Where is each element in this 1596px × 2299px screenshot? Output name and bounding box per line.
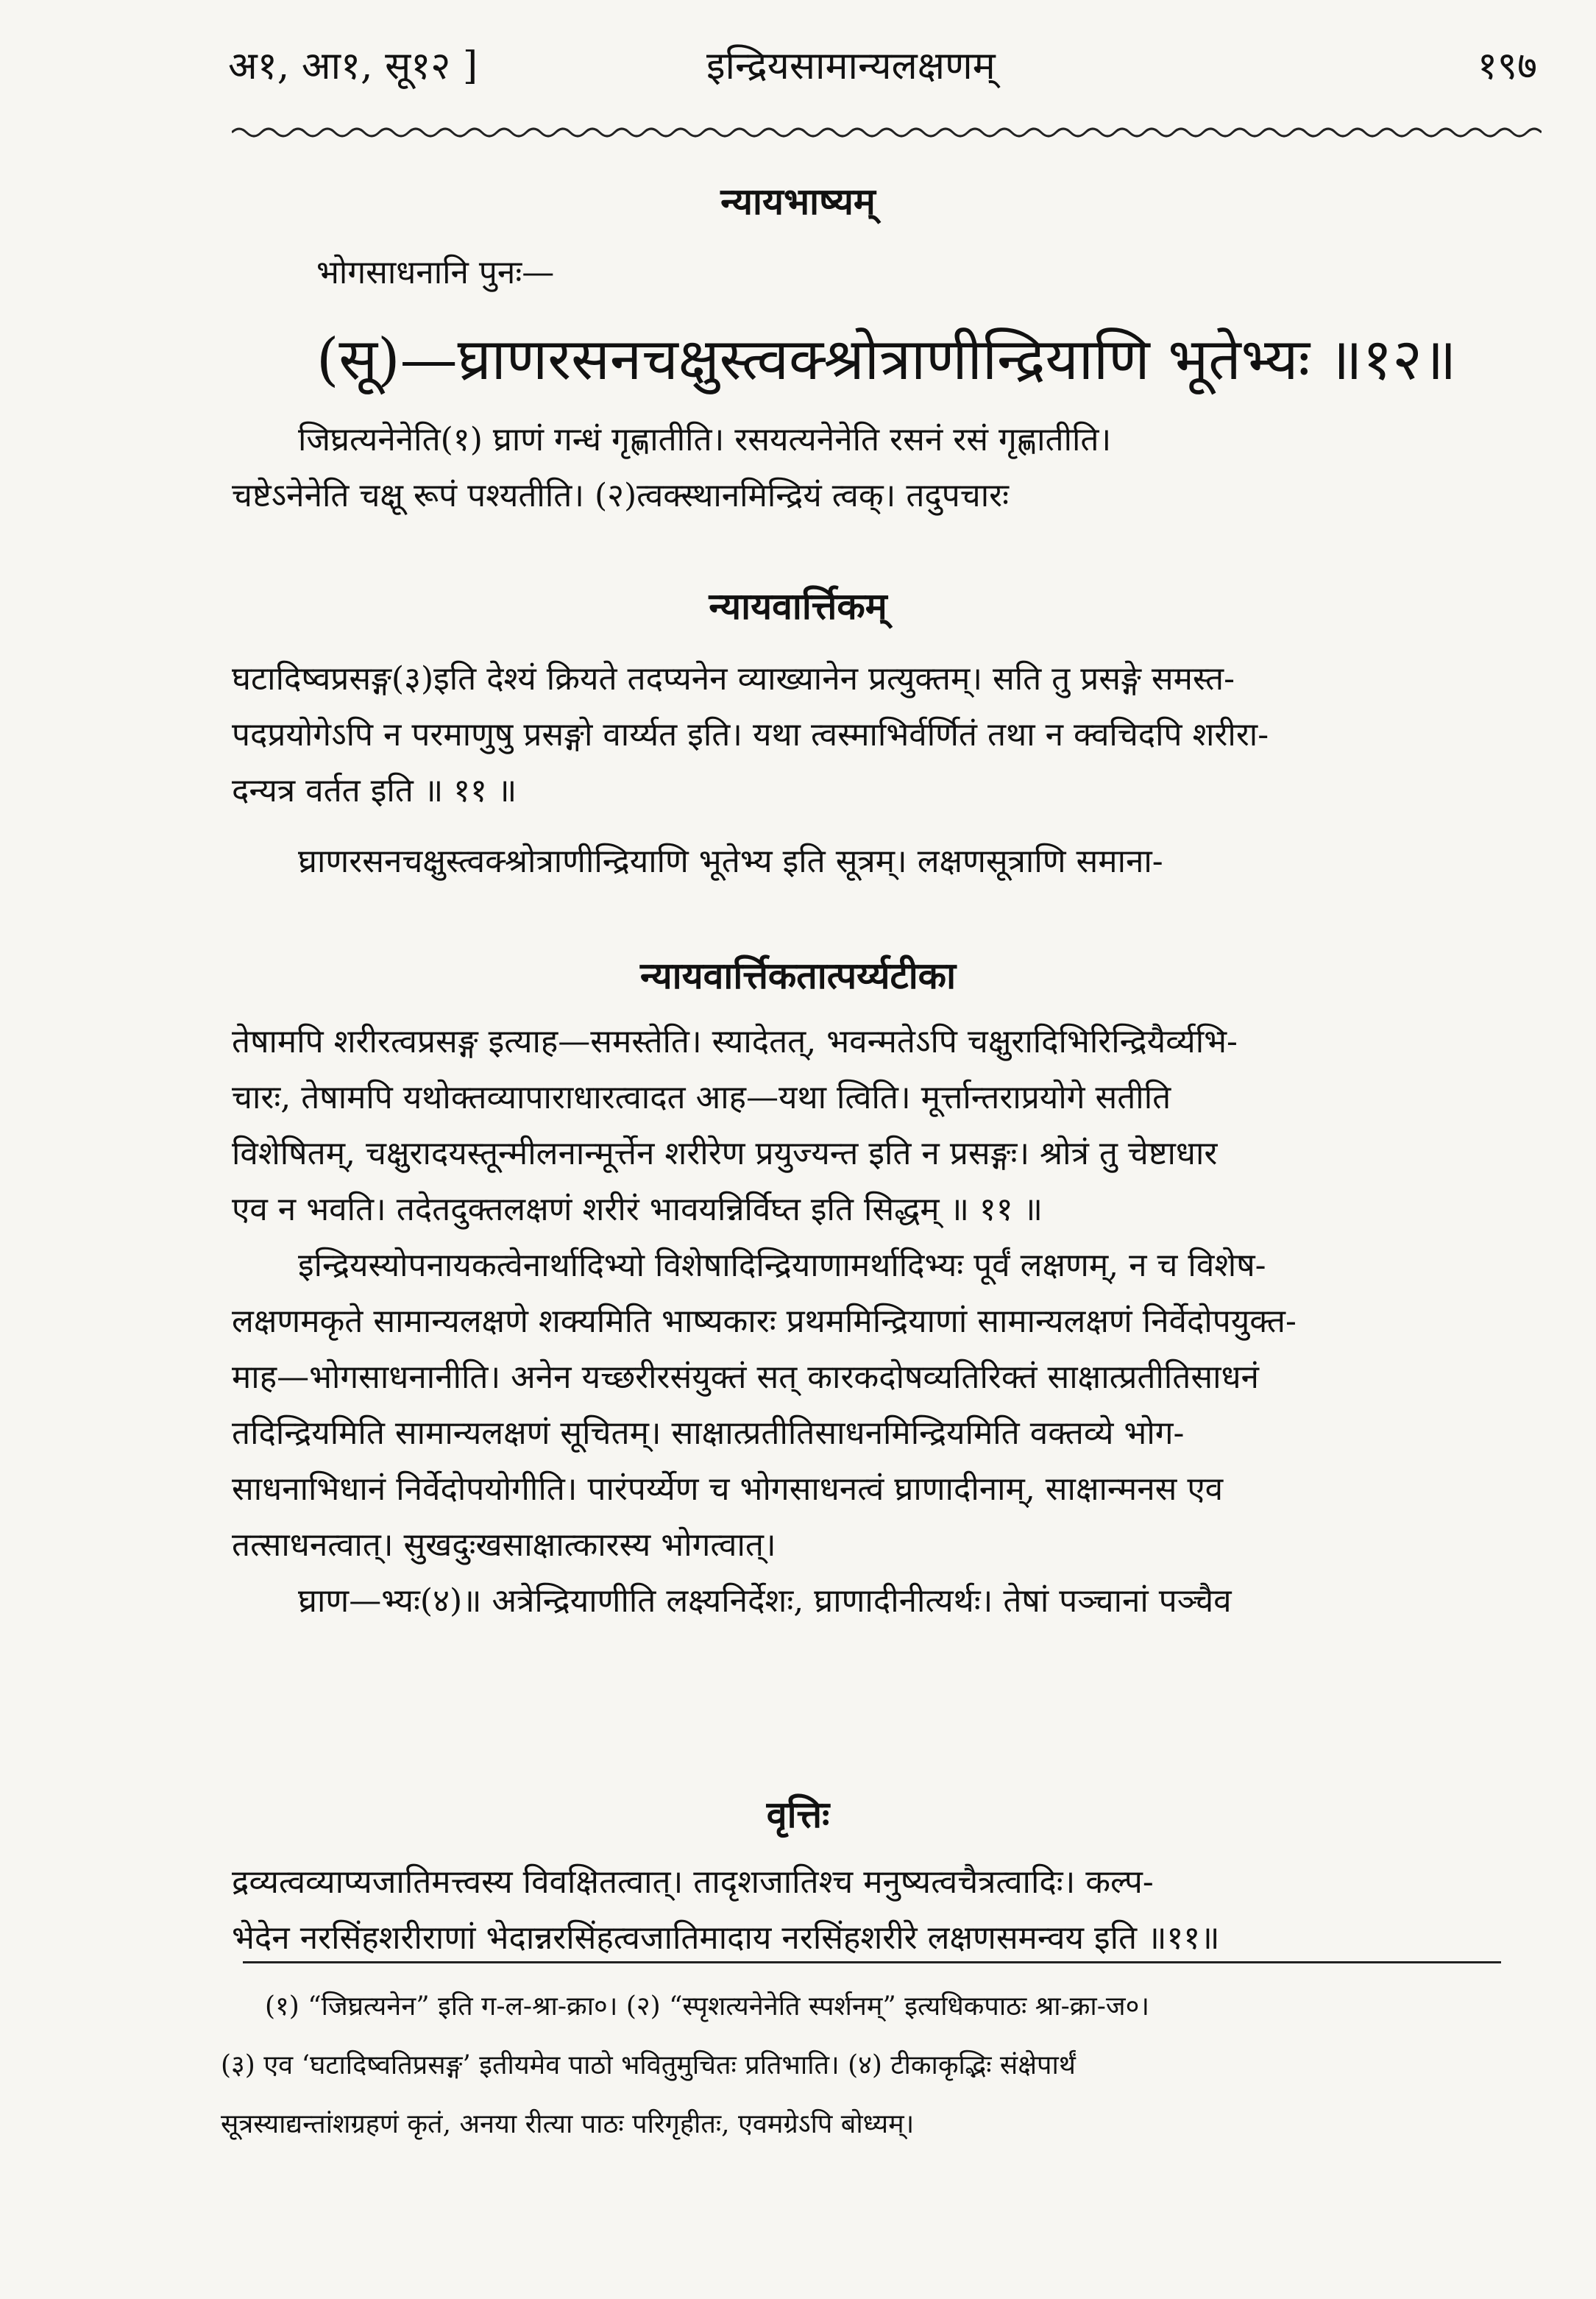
heading-tatparyatika: न्यायवार्त्तिकतात्पर्य्यटीका (639, 954, 957, 997)
tika-line: तदिन्द्रियमिति सामान्यलक्षणं सूचितम्। साक्षात्प्रतीतिसाधनमिन्द्रियमिति वक्तव्ये भोग- (232, 1414, 1185, 1452)
running-title: इन्द्रियसामान्यलक्षणम् (706, 44, 996, 88)
tika-line: साधनाभिधानं निर्वेदोपयोगीति। पारंपर्य्येण च भोगसाधनत्वं घ्राणादीनाम्, साक्षान्मनस एव (232, 1470, 1224, 1508)
varttika-line: पदप्रयोगेऽपि न परमाणुषु प्रसङ्गो वार्य्यत इति। यथा त्वस्माभिर्वर्णितं तथा न क्वचिदपि शरीरा- (232, 716, 1269, 754)
bhashya-line: जिघ्रत्यनेनेति(१) घ्राणं गन्धं गृह्णातीति। रसयत्यनेनेति रसनं रसं गृह्णातीति। (298, 421, 1112, 458)
page-number: १९७ (1477, 44, 1537, 88)
tika-line: तेषामपि शरीरत्वप्रसङ्ग इत्याह—समस्तेति। स्यादेतत्, भवन्मतेऽपि चक्षुरादिभिरिन्द्रियैर्व्यभि- (232, 1023, 1238, 1060)
tika-line: घ्राण—भ्यः(४)॥ अत्रेन्द्रियाणीति लक्ष्यनिर्देशः, घ्राणादीनीत्यर्थः। तेषां पञ्चानां पञ्चैव (298, 1582, 1232, 1620)
vritti-line: भेदेन नरसिंहशरीराणां भेदान्नरसिंहत्वजातिमादाय नरसिंहशरीरे लक्षणसमन्वय इति ॥११॥ (232, 1919, 1220, 1957)
tika-text (232, 1014, 1512, 1629)
running-header (228, 38, 1537, 104)
sutra-text: (सू)—घ्राणरसनचक्षुस्त्वक्श्रोत्राणीन्द्रियाणि भूतेभ्यः ॥१२॥ (316, 327, 1457, 393)
footnote-line: (१) “जिघ्रत्यनेन” इति ग-ल-श्रा-क्रा०। (२) “स्पृशत्यनेनेति स्पर्शनम्” इत्यधिकपाठः श्रा-क्रा-ज०। (265, 1991, 1149, 2022)
vritti-text (232, 1855, 1512, 1966)
tika-line: लक्षणमकृते सामान्यलक्षणे शक्यमिति भाष्यकारः प्रथममिन्द्रियाणां सामान्यलक्षणं निर्वेदोपयुक्त- (232, 1303, 1297, 1340)
bhashya-intro: भोगसाधनानि पुनः— (316, 254, 555, 291)
tika-line: एव न भवति। तदेतदुक्तलक्षणं शरीरं भावयन्निर्विघ्त इति सिद्धम् ॥ ११ ॥ (232, 1191, 1043, 1228)
varttika-line: दन्यत्र वर्तत इति ॥ ११ ॥ (232, 772, 517, 810)
tika-line: माह—भोगसाधनानीति। अनेन यच्छरीरसंयुक्तं सत् कारकदोषव्यतिरिक्तं साक्षात्प्रतीतिसाधनं (232, 1358, 1259, 1396)
footnote-line: सूत्रस्याद्यन्तांशग्रहणं कृतं, अनया रीत्या पाठः परिगृहीतः, एवमग्रेऽपि बोध्यम्। (221, 2109, 915, 2139)
heading-vritti: वृत्तिः (766, 1793, 830, 1836)
footnote-line: (३) एव ‘घटादिष्वतिप्रसङ्ग’ इतीयमेव पाठो भवितुमुचितः प्रतिभाति। (४) टीकाकृद्भिः संक्षेपार्थं (221, 2050, 1076, 2080)
tika-line: विशेषितम्, चक्षुरादयस्तून्मीलनान्मूर्त्तेन शरीरेण प्रयुज्यन्त इति न प्रसङ्गः। श्रोत्रं तु चेष्टाधार (232, 1135, 1218, 1172)
footnote-rule (243, 1961, 1501, 1963)
tika-line: तत्साधनत्वात्। सुखदुःखसाक्षात्कारस्य भोगत्वात्। (232, 1526, 776, 1564)
tika-line: चारः, तेषामपि यथोक्तव्यापाराधारत्वादत आह—यथा त्विति। मूर्त्तान्तराप्रयोगे सतीति (232, 1079, 1171, 1116)
heading-nyayabhashyam: न्यायभाष्यम् (720, 180, 876, 223)
heading-nyayavarttikam: न्यायवार्त्तिकम् (709, 584, 887, 628)
varttika-line: घ्राणरसनचक्षुस्त्वक्श्रोत्राणीन्द्रियाणि भूतेभ्य इति सूत्रम्। लक्षणसूत्राणि समाना- (298, 843, 1163, 880)
bhashya-commentary (232, 412, 1512, 524)
bhashya-line: चष्टेऽनेनेति चक्षू रूपं पश्यतीति। (२)त्वक्स्थानमिन्द्रियं त्वक्। तदुपचारः (232, 477, 1009, 514)
tika-line: इन्द्रियस्योपनायकत्वेनार्थादिभ्यो विशेषादिन्द्रियाणामर्थादिभ्यः पूर्वं लक्षणम्, न च विशेष- (298, 1247, 1266, 1284)
wavy-header-rule (232, 124, 1542, 141)
section-reference: अ१, आ१, सू१२ ] (228, 44, 478, 88)
vritti-line: द्रव्यत्वव्याप्यजातिमत्त्वस्य विवक्षितत्वात्। तादृशजातिश्च मनुष्यत्वचैत्रत्वादिः। कल्प- (232, 1863, 1154, 1901)
varttika-line: घटादिष्वप्रसङ्ग(३)इति देश्यं क्रियते तदप्यनेन व्याख्यानेन प्रत्युक्तम्। सति तु प्रसङ्गे समस्त- (232, 660, 1235, 698)
varttika-text (232, 651, 1512, 890)
